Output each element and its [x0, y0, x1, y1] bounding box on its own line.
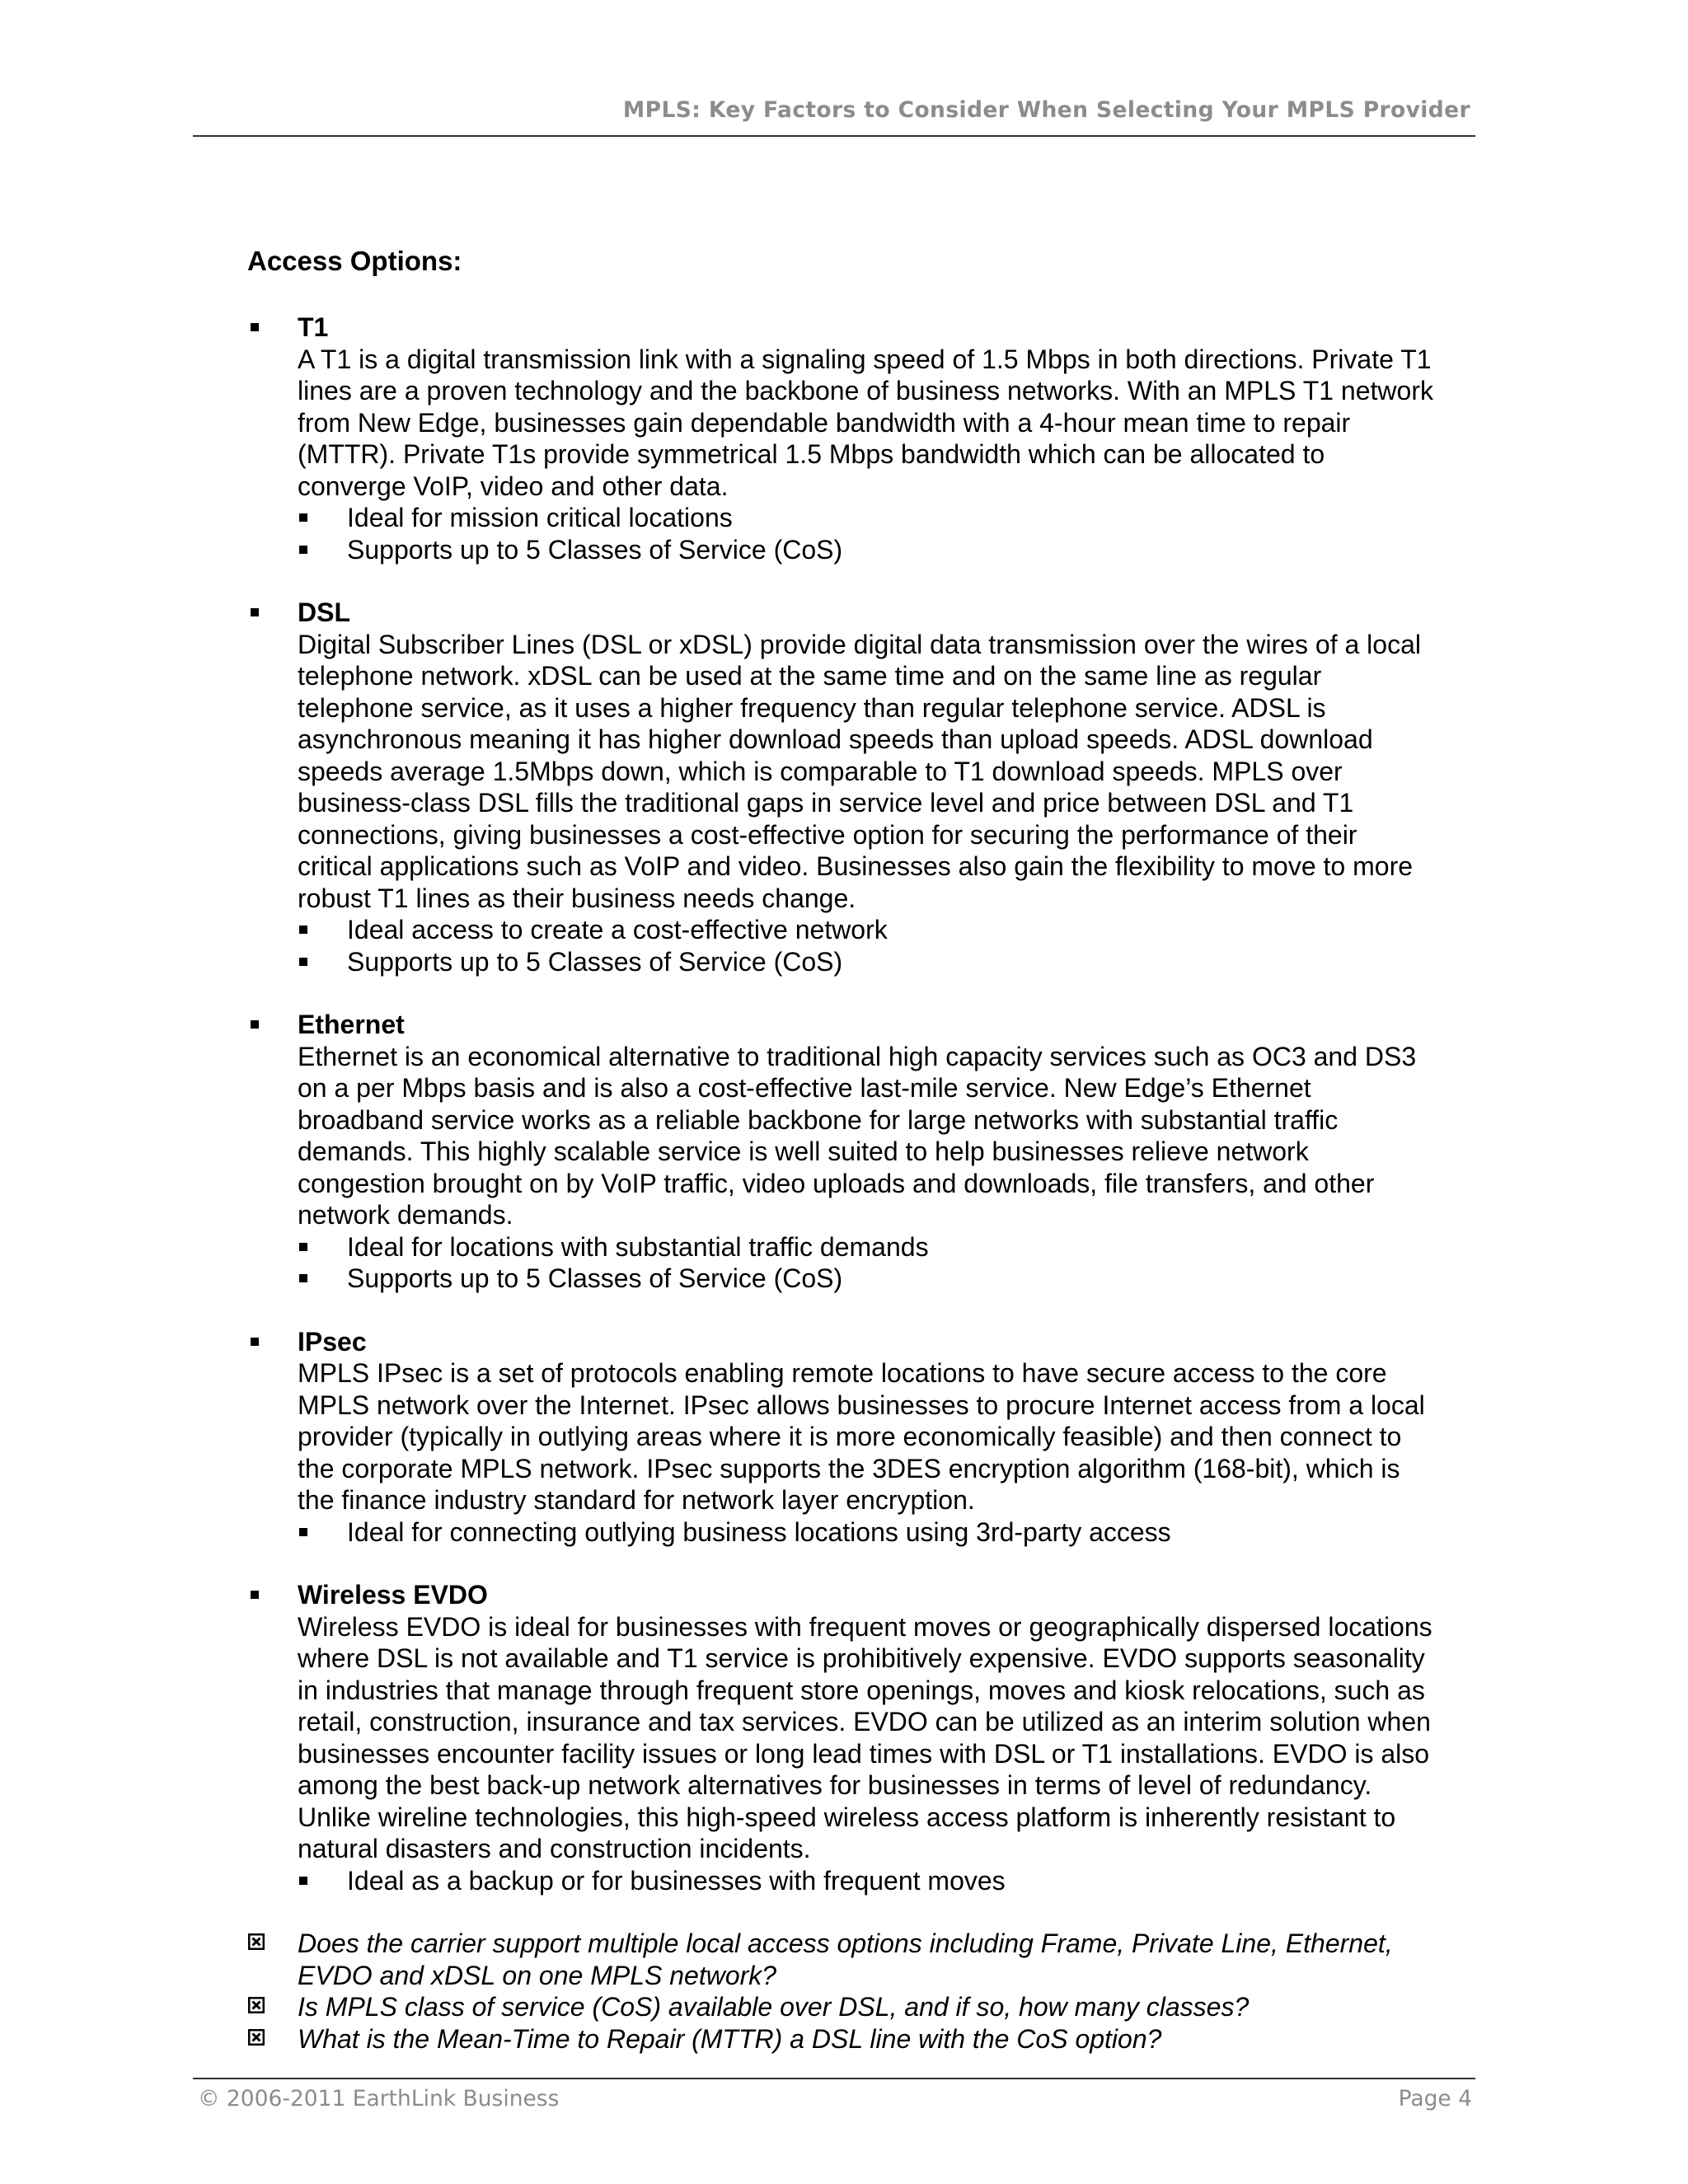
- header-title: MPLS: Key Factors to Consider When Selecting Your MPLS Provider: [622, 97, 1470, 123]
- description-line: robust T1 lines as their business needs change.: [298, 883, 856, 913]
- square-bullet-icon: [299, 1274, 307, 1282]
- description-line: from New Edge, businesses gain dependable bandwidth with a 4-hour mean time to repair: [298, 407, 1351, 438]
- checkbox-x-icon: [248, 2029, 265, 2046]
- access-option-item: [247, 597, 1484, 977]
- feature-text: Ideal for locations with substantial traffic demands: [347, 1231, 929, 1262]
- question-item: [247, 1991, 1484, 2023]
- question-item: [247, 1928, 1484, 1991]
- description-line: congestion brought on by VoIP traffic, video uploads and downloads, file transfers, and other: [298, 1168, 1375, 1198]
- feature-text: Ideal for connecting outlying business locations using 3rd-party access: [347, 1516, 1171, 1547]
- access-option-description: [298, 1611, 1501, 1865]
- square-bullet-icon: [251, 608, 259, 616]
- access-option-item: [247, 1009, 1484, 1295]
- access-option-item: [247, 1326, 1484, 1549]
- square-bullet-icon: [299, 958, 307, 966]
- questions-list: [247, 1928, 1484, 2055]
- description-line: on a per Mbps basis and is also a cost-effective last-mile service. New Edge’s Ethernet: [298, 1073, 1311, 1103]
- access-option-item: [247, 1579, 1484, 1896]
- description-line: demands. This highly scalable service is well suited to help businesses relieve network: [298, 1137, 1309, 1166]
- feature-item: [298, 1865, 1484, 1897]
- description-line: businesses encounter facility issues or long lead times with DSL or T1 installations. EVDO is also: [298, 1738, 1430, 1769]
- feature-text: Ideal for mission critical locations: [347, 503, 733, 532]
- square-bullet-icon: [299, 513, 307, 522]
- feature-list: [298, 1865, 1484, 1897]
- question-text: Does the carrier support multiple local access options including Frame, Private Line, Ethernet,: [298, 1929, 1393, 1958]
- checkbox-x-icon: [248, 1933, 265, 1950]
- description-line: telephone service, as it uses a higher frequency than regular telephone service. ADSL is: [298, 692, 1326, 723]
- square-bullet-icon: [251, 323, 259, 331]
- question-text: EVDO and xDSL on one MPLS network?: [298, 1960, 777, 1990]
- description-line: MPLS network over the Internet. IPsec allows businesses to procure Internet access from a local: [298, 1390, 1425, 1420]
- access-option-title: Wireless EVDO: [298, 1580, 488, 1610]
- feature-text: Ideal as a backup or for businesses with frequent moves: [347, 1865, 1006, 1896]
- description-line: broadband service works as a reliable backbone for large networks with substantial traffic: [298, 1104, 1339, 1135]
- description-line: (MTTR). Private T1s provide symmetrical 1.5 Mbps bandwidth which can be allocated to: [298, 439, 1325, 469]
- feature-list: [298, 1231, 1484, 1295]
- description-line: among the best back-up network alternatives for businesses in terms of level of redundancy.: [298, 1770, 1372, 1800]
- description-line: Digital Subscriber Lines (DSL or xDSL) provide digital data transmission over the wires of a local: [298, 629, 1421, 659]
- feature-item: [298, 946, 1484, 978]
- feature-list: [298, 914, 1484, 977]
- square-bullet-icon: [251, 1338, 259, 1346]
- feature-item: [298, 534, 1484, 566]
- access-option-description: [298, 1041, 1501, 1231]
- page-footer: [193, 2078, 1475, 2111]
- access-option-description: [298, 344, 1501, 503]
- description-line: the corporate MPLS network. IPsec supports the 3DES encryption algorithm (168-bit), which is: [298, 1453, 1400, 1483]
- square-bullet-icon: [299, 926, 307, 934]
- feature-list: [298, 1516, 1484, 1549]
- description-line: the finance industry standard for network layer encryption.: [298, 1485, 975, 1515]
- description-line: business-class DSL fills the traditional gaps in service level and price between DSL and T1: [298, 788, 1354, 818]
- access-options-list: [247, 312, 1484, 1896]
- description-line: connections, giving businesses a cost-effective option for securing the performance of their: [298, 819, 1357, 850]
- feature-text: Supports up to 5 Classes of Service (CoS): [347, 534, 843, 565]
- square-bullet-icon: [299, 1243, 307, 1251]
- access-option-title: T1: [298, 312, 329, 342]
- description-line: retail, construction, insurance and tax services. EVDO can be utilized as an interim solution when: [298, 1707, 1431, 1736]
- description-line: Ethernet is an economical alternative to traditional high capacity services such as OC3 and DS3: [298, 1041, 1417, 1071]
- access-option-title: Ethernet: [298, 1010, 405, 1039]
- description-line: network demands.: [298, 1200, 513, 1230]
- square-bullet-icon: [299, 546, 307, 554]
- feature-text: Supports up to 5 Classes of Service (CoS): [347, 1263, 843, 1293]
- footer-copyright: © 2006-2011 EarthLink Business: [198, 2086, 560, 2111]
- feature-item: [298, 1516, 1484, 1549]
- question-text: What is the Mean-Time to Repair (MTTR) a DSL line with the CoS option?: [298, 2023, 1162, 2054]
- feature-item: [298, 914, 1484, 946]
- access-option-title: DSL: [298, 598, 350, 627]
- description-line: Wireless EVDO is ideal for businesses with frequent moves or geographically dispersed locations: [298, 1611, 1432, 1642]
- feature-list: [298, 502, 1484, 565]
- question-text: Is MPLS class of service (CoS) available over DSL, and if so, how many classes?: [298, 1992, 1250, 2022]
- access-option-item: [247, 312, 1484, 565]
- footer-page-number: Page 4: [1398, 2086, 1472, 2111]
- access-option-title: IPsec: [298, 1326, 367, 1357]
- description-line: telephone network. xDSL can be used at the same time and on the same line as regular: [298, 661, 1322, 691]
- question-item: [247, 2023, 1484, 2055]
- description-line: lines are a proven technology and the backbone of business networks. With an MPLS T1 network: [298, 376, 1433, 405]
- square-bullet-icon: [299, 1877, 307, 1885]
- page-content: [247, 246, 1484, 2055]
- feature-item: [298, 1231, 1484, 1263]
- description-line: speeds average 1.5Mbps down, which is comparable to T1 download speeds. MPLS over: [298, 756, 1343, 786]
- access-option-description: [298, 1357, 1501, 1516]
- description-line: Unlike wireline technologies, this high-speed wireless access platform is inherently resistant to: [298, 1802, 1396, 1832]
- description-line: asynchronous meaning it has higher download speeds than upload speeds. ADSL download: [298, 724, 1373, 754]
- feature-item: [298, 502, 1484, 534]
- description-line: A T1 is a digital transmission link with a signaling speed of 1.5 Mbps in both directions. Private T1: [298, 344, 1432, 374]
- access-option-description: [298, 629, 1501, 915]
- square-bullet-icon: [251, 1591, 259, 1599]
- description-line: where DSL is not available and T1 service is prohibitively expensive. EVDO supports seasonality: [298, 1643, 1425, 1673]
- feature-item: [298, 1263, 1484, 1295]
- feature-text: Supports up to 5 Classes of Service (CoS): [347, 946, 843, 977]
- description-line: critical applications such as VoIP and video. Businesses also gain the flexibility to move to more: [298, 851, 1414, 881]
- section-heading: Access Options:: [247, 246, 462, 276]
- square-bullet-icon: [251, 1020, 259, 1029]
- feature-text: Ideal access to create a cost-effective network: [347, 915, 888, 944]
- description-line: converge VoIP, video and other data.: [298, 471, 729, 501]
- description-line: natural disasters and construction incidents.: [298, 1834, 811, 1863]
- square-bullet-icon: [299, 1528, 307, 1536]
- description-line: in industries that manage through frequent store openings, moves and kiosk relocations, such as: [298, 1675, 1425, 1705]
- description-line: MPLS IPsec is a set of protocols enabling remote locations to have secure access to the core: [298, 1358, 1387, 1388]
- checkbox-x-icon: [248, 1997, 265, 2013]
- description-line: provider (typically in outlying areas where it is more economically feasible) and then connect to: [298, 1422, 1402, 1451]
- page-header: [193, 96, 1475, 137]
